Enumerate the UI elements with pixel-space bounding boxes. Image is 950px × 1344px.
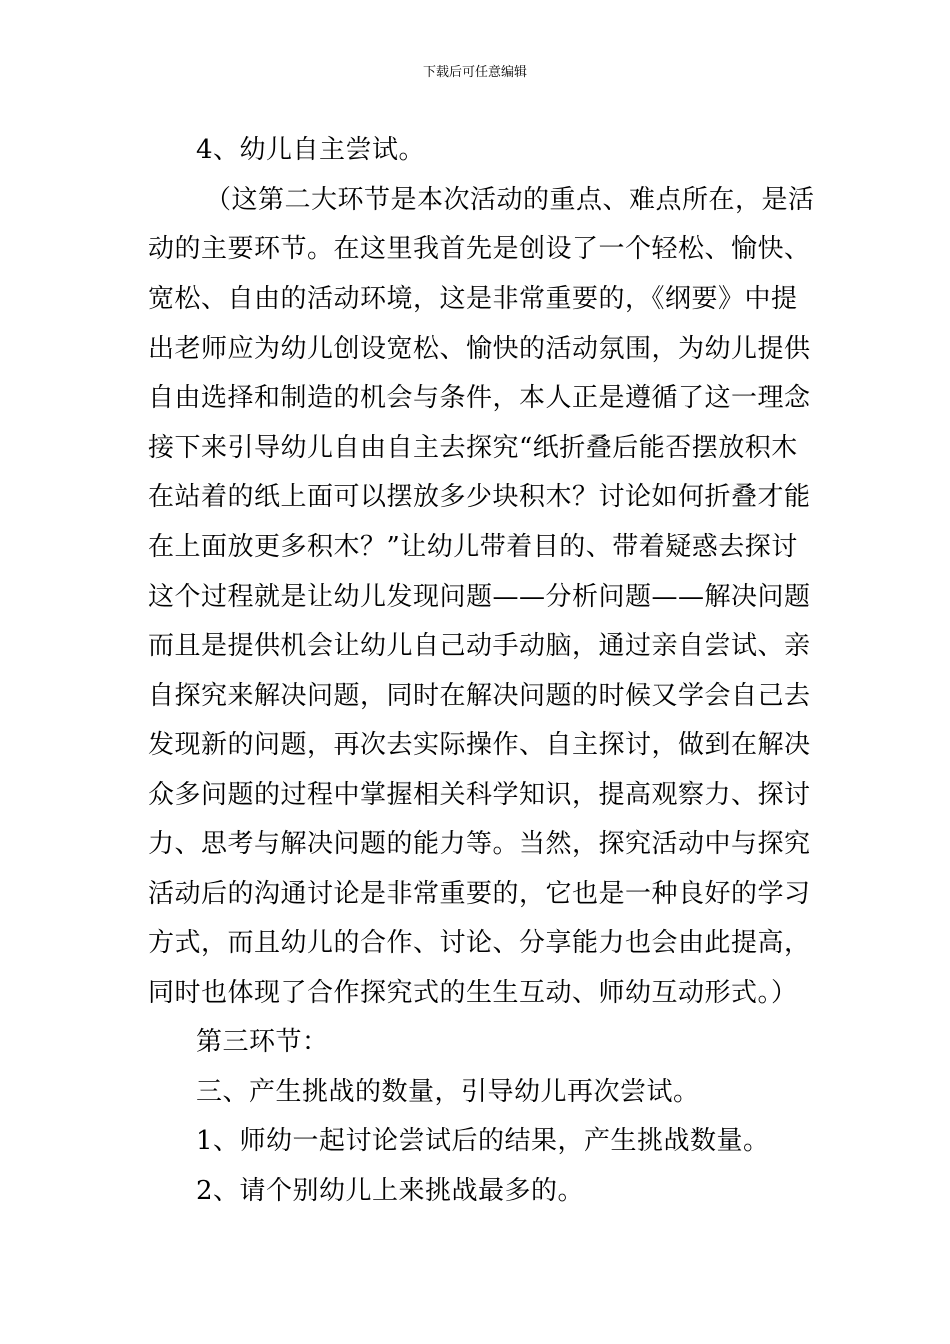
page-header: 下载后可任意编辑 bbox=[422, 65, 527, 80]
paragraph-line: 在站着的纸上面可以摆放多少块积木？讨论如何折叠才能 bbox=[148, 482, 811, 512]
paragraph-line: 接下来引导幼儿自由自主去探究“纸折叠后能否摆放积木 bbox=[148, 433, 798, 463]
paragraph-line: 发现新的问题，再次去实际操作、自主探讨，做到在解决 bbox=[148, 730, 811, 760]
paragraph-line: 方式，而且幼儿的合作、讨论、分享能力也会由此提高， bbox=[148, 928, 811, 958]
paragraph-line: 力、思考与解决问题的能力等。当然，探究活动中与探究 bbox=[148, 829, 811, 859]
paragraph-line: 三、产生挑战的数量，引导幼儿再次尝试。 bbox=[196, 1077, 700, 1107]
paragraph-line: 出老师应为幼儿创设宽松、愉快的活动氛围，为幼儿提供 bbox=[148, 334, 811, 364]
paragraph-line: 2、请个别幼儿上来挑战最多的。 bbox=[196, 1176, 585, 1206]
paragraph-line: 动的主要环节。在这里我首先是创设了一个轻松、愉快、 bbox=[148, 234, 811, 264]
paragraph-line: 活动后的沟通讨论是非常重要的，它也是一种良好的学习 bbox=[148, 879, 811, 909]
paragraph-line: 而且是提供机会让幼儿自己动手动脑，通过亲自尝试、亲 bbox=[148, 631, 811, 661]
section-heading: 第三环节： bbox=[196, 1027, 329, 1057]
paragraph-line: 众多问题的过程中掌握相关科学知识，提高观察力、探讨 bbox=[148, 780, 811, 810]
paragraph-line: （这第二大环节是本次活动的重点、难点所在，是活 bbox=[205, 185, 815, 215]
paragraph-line: 在上面放更多积木？”让幼儿带着目的、带着疑惑去探讨 bbox=[148, 532, 798, 562]
paragraph-line: 这个过程就是让幼儿发现问题——分析问题——解决问题 bbox=[148, 582, 811, 612]
paragraph-line: 1、师幼一起讨论尝试后的结果，产生挑战数量。 bbox=[196, 1126, 770, 1156]
paragraph-line: 自探究来解决问题，同时在解决问题的时候又学会自己去 bbox=[148, 681, 811, 711]
paragraph-line: 自由选择和制造的机会与条件，本人正是遵循了这一理念 bbox=[148, 383, 811, 413]
paragraph-line: 宽松、自由的活动环境，这是非常重要的，《纲要》中提 bbox=[148, 284, 798, 314]
paragraph-line: 同时也体现了合作探究式的生生互动、师幼互动形式。） bbox=[148, 978, 798, 1008]
paragraph-line: 4、幼儿自主尝试。 bbox=[196, 135, 426, 165]
